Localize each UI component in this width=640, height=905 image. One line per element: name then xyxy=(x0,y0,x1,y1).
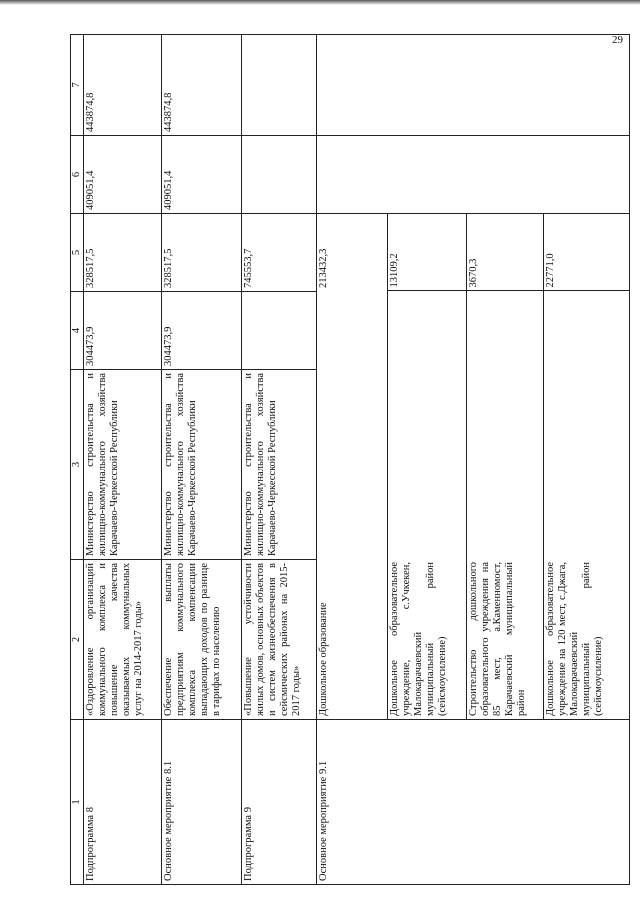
page-number: 29 xyxy=(612,34,623,46)
empty-cell xyxy=(543,291,629,369)
sub-row xyxy=(543,213,629,719)
row-executor: Министерство строительства и жилищно-коммунального хозяйства Карачаево-Черкесской Республики xyxy=(242,370,317,560)
row-title: Подпрограмма 9 xyxy=(242,720,317,885)
sub-measures-table xyxy=(317,213,629,719)
value-cell xyxy=(317,35,630,136)
value-cell xyxy=(242,136,317,214)
sub-description: Дошкольное образовательное учреждение на 120 мест, с.Джага, Малокарачаевский муниципальный район (сейсмоусиление) xyxy=(543,559,629,719)
row-title: Основное мероприятие 9.1 xyxy=(317,720,630,885)
value-cell: 409051,4 xyxy=(162,136,242,214)
row-title: Основное мероприятие 8.1 xyxy=(162,720,242,885)
sub-measures xyxy=(317,214,630,720)
sub-description: Дошкольное образование xyxy=(318,602,329,716)
row-executor: Министерство строительства и жилищно-коммунального хозяйства Карачаево-Черкесской Республики xyxy=(162,370,242,560)
sub-description: Строительство дошкольного образовательного учреждения на 85 мест, а.Каменномост, Карачаевский муниципальный район xyxy=(466,559,543,719)
sub-row xyxy=(388,213,466,719)
header-cell: 5 xyxy=(71,214,84,292)
sub-row xyxy=(466,213,543,719)
sub-description: Дошкольное образовательное учреждение, с.Учкекен, Малокарачаевский муниципальный район (сейсмоусиление) xyxy=(388,559,466,719)
empty-cell xyxy=(466,291,543,369)
row-executor: Министерство строительства и жилищно-коммунального хозяйства Карачаево-Черкесской Республики xyxy=(84,370,162,560)
value-cell: 409051,4 xyxy=(84,136,162,214)
value-cell: 13109,2 xyxy=(388,213,466,291)
row-description: Обеспечение выплаты предприятиям коммунального комплекса компенсации выпадающих доходов по разнице в тарифах по населению xyxy=(162,560,242,720)
header-cell: 1 xyxy=(71,720,84,885)
value-cell: 443874,8 xyxy=(84,35,162,136)
empty-cell xyxy=(543,369,629,559)
row-title: Подпрограмма 8 xyxy=(84,720,162,885)
empty-cell xyxy=(317,291,388,369)
program-table xyxy=(70,34,630,885)
sub-row xyxy=(317,213,388,719)
value-cell xyxy=(242,292,317,370)
empty-cell xyxy=(388,369,466,559)
table-row xyxy=(242,35,317,885)
value-cell: 328517,5 xyxy=(162,214,242,292)
empty-cell xyxy=(388,291,466,369)
table-row xyxy=(84,35,162,885)
value-cell: 304473,9 xyxy=(162,292,242,370)
header-cell: 6 xyxy=(71,136,84,214)
value-cell: 3670,3 xyxy=(466,213,543,291)
scan-edge xyxy=(0,0,640,5)
header-cell: 3 xyxy=(71,370,84,560)
value-cell xyxy=(242,35,317,136)
empty-cell xyxy=(466,369,543,559)
table-row xyxy=(162,35,242,885)
value-cell: 22771,0 xyxy=(543,213,629,291)
row-description: «Повышение устойчивости жилых домов, основных объектов и систем жизнеобеспечения в сейсмических районах на 2015-2017 годы» xyxy=(242,560,317,720)
table-row-9-1 xyxy=(317,35,630,885)
value-cell: 213432,3 xyxy=(318,248,329,288)
header-cell: 4 xyxy=(71,292,84,370)
rotated-table-container xyxy=(70,35,630,885)
row-description: «Оздоровление организаций коммунального комплекса и повышение качества оказываемых коммунальных услуг на 2014-2017 годы» xyxy=(84,560,162,720)
header-cell: 7 xyxy=(71,35,84,136)
empty-cell xyxy=(317,369,388,559)
header-row xyxy=(71,35,84,885)
value-cell: 745553,7 xyxy=(242,214,317,292)
value-cell: 443874,8 xyxy=(162,35,242,136)
value-cell: 304473,9 xyxy=(84,292,162,370)
value-cell: 328517,5 xyxy=(84,214,162,292)
header-cell: 2 xyxy=(71,560,84,720)
value-cell xyxy=(317,136,630,214)
